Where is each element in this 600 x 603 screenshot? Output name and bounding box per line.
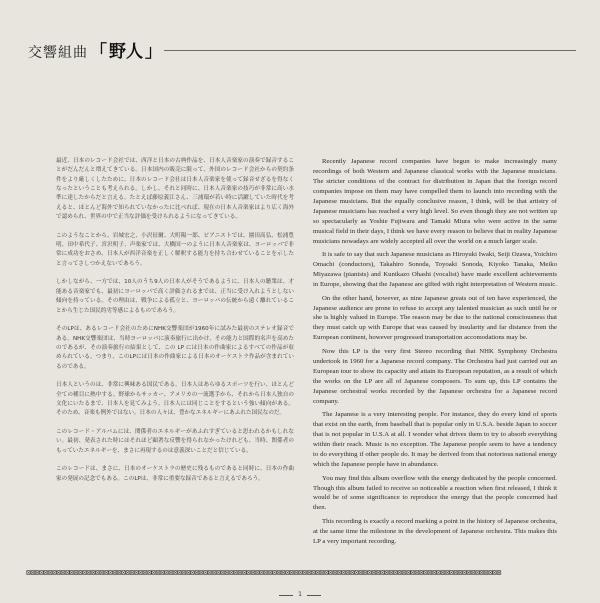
jp-paragraph: しかしながら、一方では、10人のうち9人の日本人がそうであるように、日本人の聴衆は、才能ある音楽家でも、最初にヨーロッパで高く評価されるまでは、正当に受け入れようとしない傾向を持っている。その理由は、戦争による孤立と、ヨーロッパの伝統から遠く離れていることから生じた国民的劣等感によるものであろう。: [56, 279, 294, 314]
en-paragraph: On the other hand, however, as nine Japanese greats out of ten have experienced, the Japanese audience are prone to refuse to accept any talented musician as such until he or she is highly valued in Europe. The reason may be due to the national consciousness that they must catch up with Europe that was caused by insularity and far distance from the European continent, however progressed transportation accomodations may be.: [313, 294, 557, 342]
jp-paragraph: 日本人というのは、非常に興味ある国民である。日本人はあらゆるスポーツを行い、ほとんど全ての種目に熱中する。野球からサッカー、アメリカの一流選手から、それから日本人独自の文化にいたるまで、日本人を見てみよう。日本人には同じことをするという強い傾向がある。そのため、音楽も例外ではない。日本の人々は、豊かなエネルギーにあふれた国民なのだ。: [56, 382, 294, 417]
header-rule: [164, 50, 576, 51]
title-open-quote: 「: [90, 42, 107, 62]
jp-paragraph: このレコード・アルバムには、関係者のエネルギーがあふれすぎていると思われるかもしれない。最初、発表された時にはそれほど顕著な反響を得られなかったけれども、当時、関係者のもっていたエネルギーを、まさに再現するのは意義深いことだと信じている。: [56, 428, 294, 454]
english-liner-notes: [313, 157, 557, 550]
page-number: 1: [291, 591, 309, 599]
jp-paragraph: 最近、日本のレコード会社では、西洋と日本の古典作品を、日本人音楽家の演奏で録音することがだんだんと増えてきている。日本国内の販売に限って、外国のレコード会社からの契約条件をより厳しくしたために、日本のレコード会社は日本人音楽家を使って録音せざるを得なくなったということも考えられる。しかし、それと同時に、日本人音楽家の技巧が非常に高い水準に達したからだと言える。たとえば藤原義江さん、三浦環が若い時に活躍していた時代を考えると、ほとんど海外で知られていなかったに比べれば、現在の日本人音楽家はより広く海外で認められ、世界の中で正当な評価を受けられるようになってきている。: [56, 158, 294, 221]
japanese-liner-notes: [56, 157, 294, 493]
en-paragraph: The Japanese is a very interesting people. For instance, they do every kind of sports that exist on the earth, from baseball that is popular only in U.S.A. beside Japan to soccer that is not popular in U.S.A at all. I wonder what drives them to try to absorb everything within their reach. Music is no exception. The Japanese people seem to have a tendency to do everything if other people do. It may be derived from that notorious national energy which the Japanese people have in abundance.: [313, 411, 557, 469]
title-prefix: 交響組曲: [28, 45, 88, 61]
en-paragraph: This recording is exactly a record marking a point in the history of Japanese orchestra, at the same time the milestone in the development of Japanese orchestra. This makes this LP a very important recording.: [313, 517, 557, 545]
en-paragraph: It is safe to say that such Japanese musicians as Hiroyuki Iwaki, Seiji Ozawa, Yoichiro Omachi (conductors), Takahiro Sonoda, Toyoaki Sonoda, Kiyoko Tanaka, Meiko Miyazawa (pianists) and Kunikazo Ohashi (vocalist) have made excellent achievements in Europe, showing that the Japanese are gifted with right interpretation of Western music.: [313, 251, 557, 289]
title-close-quote: 」: [145, 42, 162, 62]
jp-paragraph: このようなことから、岩城宏之、小沢征爾、大町陽一郎、ピアニストでは、園田高弘、松浦豊明、田中希代子、宮沢明子、声楽家では、大橋国一のように日本人音楽家は、ヨーロッパで非常に成功をおさめ、日本人が西洋音楽を正しく解釈する能力を持ち合わせていることを示したと言ってさしつかえないであろう。: [56, 232, 294, 267]
jp-paragraph: そのLPは、あるレコード会社のためにNHK交響楽団が1960年に試みた最初のステレオ録音である。NHK交響楽団は、当時ヨーロッパに演奏旅行に出かけ、その能力と国際的名声を高めたのであるが、その演奏旅行の結果として、この LP には日本の作曲家によるすべての作品が収められている。つまり、このLPには日本の作曲家による日本のオーケストラ作品が含まれているのである。: [56, 326, 294, 370]
en-paragraph: Recently Japanese record companies have begun to make increasingly many recordings of both Western and Japanese classical works with the Japanese musicians. The stricter conditions of the contract for distribution in Japan that the foreign record companies impose on them may have compelled them to launch into recording with the Japanese musicians. But the equally conclusive reason, I think, will be that artistry of Japanese musicians has reached a very high level. So even though they are not written up so spectacularly as Yoshie Fujiwara and Tamaki Miura who were active in the same musical field in their days, I think we have every reason to believe that in reality Japanese musicians nowadays are widely accepted all over the world on a much larger scale.: [313, 158, 557, 245]
en-paragraph: You may find this album overflow with the energy dedicated by the people concerned. Though this album failed to receive so noticeable a reaction when first released, I think it would be of some significance to reproduce the energy that the people concerned had then.: [313, 474, 557, 512]
page-title: [28, 37, 162, 65]
en-paragraph: Now this LP is the very first Stereo recording that NHK Symphony Orchestra undertook in 1960 for a Japanese record company. The Orchestra had just carried out an European tour to show its capacity and attain its European reputation, as a result of which the works on the LP are all of Japanese composers. To sum up, this LP contains the Japanese orchestral works recorded by the Japanese orchestra for a Japanese record company.: [313, 347, 557, 405]
title-work-name: 野人: [109, 42, 143, 62]
jp-paragraph: このレコードは、まさに、日本のオーケストラの歴史に残るものであると同時に、日本の作曲家の発展の記念でもある。このLPは、非常に重要な録音であると言えるであろう。: [56, 466, 294, 482]
decorative-border: ⊠⊠⊠⊠⊠⊠⊠⊠⊠⊠⊠⊠⊠⊠⊠⊠⊠⊠⊠⊠⊠⊠⊠⊠⊠⊠⊠⊠⊠⊠⊠⊠⊠⊠⊠⊠⊠⊠⊠⊠⊠⊠⊠⊠⊠⊠⊠⊠⊠⊠⊠⊠⊠⊠⊠⊠⊠⊠⊠⊠⊠⊠⊠⊠⊠⊠⊠⊠⊠⊠⊠⊠⊠⊠⊠⊠⊠⊠⊠⊠⊠⊠⊠⊠⊠⊠⊠⊠⊠⊠⊠⊠⊠⊠⊠⊠⊠⊠⊠⊠⊠⊠⊠⊠⊠⊠⊠⊠⊠⊠: [26, 569, 501, 577]
